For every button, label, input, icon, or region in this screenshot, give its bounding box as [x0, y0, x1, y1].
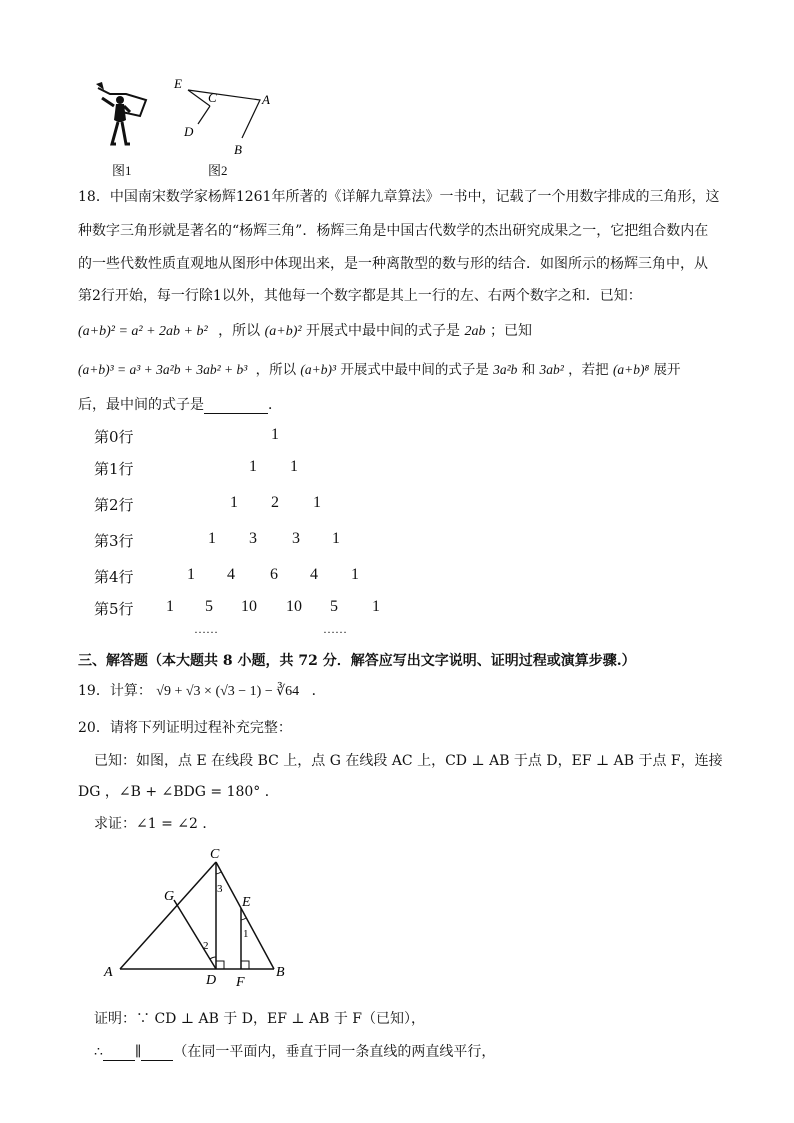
- q19-expression: √9 + √3 × (√3 − 1) − ∛64: [156, 684, 300, 699]
- formula-text: ；已知: [489, 323, 532, 339]
- parallel-symbol: ∥: [134, 1044, 142, 1060]
- triangle-number: 5: [205, 598, 213, 615]
- fig-angle-2: 2: [203, 940, 209, 952]
- formula-text: ，所以: [218, 323, 261, 339]
- answer-prompt: 后，最中间的式子是: [78, 397, 204, 413]
- fig2-label-D: D: [184, 124, 194, 139]
- q18-formula-line-2: [78, 358, 748, 378]
- q20-proof-1: 证明：∵ CD ⊥ AB 于 D，EF ⊥ AB 于 F（已知），: [94, 1011, 425, 1027]
- q20-proof-2: [94, 1041, 764, 1061]
- therefore-symbol: ∴: [94, 1044, 103, 1060]
- q20-prove: 求证：∠1 = ∠2 ．: [94, 816, 217, 832]
- triangle-row-label: 第4行: [94, 568, 134, 586]
- triangle-number: 1: [313, 494, 321, 511]
- formula-text: 开展式中最中间的式子是: [306, 323, 461, 339]
- triangle-ellipsis-right: ……: [323, 622, 347, 636]
- geometry-figure: [100, 844, 300, 990]
- triangle-row-label: 第5行: [94, 600, 134, 618]
- triangle-number: 1: [271, 426, 279, 443]
- formula-square: (a+b)² = a² + 2ab + b²: [78, 324, 208, 339]
- triangle-number: 1: [372, 598, 380, 615]
- triangle-number: 1: [290, 458, 298, 475]
- figure-2: [172, 76, 282, 160]
- formula-text: 展开: [653, 362, 681, 378]
- fig-label-E: E: [242, 895, 251, 910]
- fig-angle-1: 1: [243, 928, 249, 940]
- figure-1: [92, 76, 152, 160]
- q19-period: ．: [311, 683, 326, 699]
- fig-label-A: A: [104, 965, 113, 980]
- formula-text: ，若把: [568, 362, 609, 378]
- proof-blank-1[interactable]: [103, 1046, 135, 1061]
- triangle-ellipsis-left: ……: [194, 622, 218, 636]
- formula-text: 和: [521, 362, 536, 378]
- triangle-number: 10: [286, 598, 302, 615]
- q18-line-3: 的一些代数性质直观地从图形中体现出来，是一种离散型的数与形的结合．如图所示的杨辉三角中，从: [78, 256, 708, 272]
- q19-label: 19．计算：: [78, 683, 152, 699]
- triangle-number: 4: [227, 566, 235, 583]
- q19: [78, 680, 748, 700]
- formula-3a2b: 3a²b: [493, 362, 518, 377]
- fig2-label-B: B: [234, 142, 242, 157]
- q18-line-4: 第2行开始，每一行除1以外，其他每一个数字都是其上一行的左、右两个数字之和．已知：: [78, 288, 642, 304]
- q18-formula-line-1: [78, 320, 748, 340]
- fig-label-G: G: [164, 889, 175, 904]
- triangle-number: 6: [270, 566, 278, 583]
- figure-2-caption: 图2: [208, 163, 228, 178]
- figure-1-caption: 图1: [112, 163, 132, 178]
- answer-blank[interactable]: [204, 399, 268, 414]
- q20-known-2: DG ，∠B + ∠BDG = 180° ．: [78, 784, 279, 800]
- formula-square-b: (a+b)²: [264, 324, 302, 339]
- triangle-number: 1: [351, 566, 359, 583]
- triangle-number: 2: [271, 494, 279, 511]
- proof-blank-2[interactable]: [141, 1046, 173, 1061]
- triangle-number: 3: [292, 530, 300, 547]
- formula-cube: (a+b)³ = a³ + 3a²b + 3ab² + b³: [78, 362, 248, 377]
- q20-known-1: 已知：如图，点 E 在线段 BC 上，点 G 在线段 AC 上，CD ⊥ AB 于点 D，EF ⊥ AB 于点 F，连接: [94, 753, 723, 769]
- section-3-title: 三、解答题（本大题共 8 小题，共 72 分．解答应写出文字说明、证明过程或演算步骤.）: [78, 653, 636, 669]
- proof-reason: （在同一平面内，垂直于同一条直线的两直线平行，: [173, 1044, 496, 1060]
- triangle-row-label: 第1行: [94, 460, 134, 478]
- fig2-label-A: A: [262, 92, 270, 107]
- formula-2ab: 2ab: [464, 324, 486, 339]
- q20-label: 20．请将下列证明过程补充完整：: [78, 720, 292, 736]
- triangle-number: 1: [230, 494, 238, 511]
- triangle-row-label: 第0行: [94, 428, 134, 446]
- fig2-label-C: C: [208, 90, 217, 105]
- q18-answer-line: [78, 394, 748, 414]
- triangle-number: 1: [166, 598, 174, 615]
- formula-text: ，所以: [255, 362, 297, 378]
- triangle-number: 4: [310, 566, 318, 583]
- q18-line-2: 种数字三角形就是著名的“杨辉三角”．杨辉三角是中国古代数学的杰出研究成果之一，它把组合数内在: [78, 223, 709, 239]
- fig-angle-3: 3: [217, 883, 223, 895]
- triangle-number: 1: [208, 530, 216, 547]
- q18-line-1: 18．中国南宋数学家杨辉1261年所著的《详解九章算法》一书中，记载了一个用数字排成的三角形，这: [78, 189, 720, 205]
- triangle-number: 3: [249, 530, 257, 547]
- triangle-row-label: 第2行: [94, 496, 134, 514]
- triangle-row-label: 第3行: [94, 532, 134, 550]
- fig-label-C: C: [210, 847, 220, 862]
- fig-label-F: F: [236, 975, 245, 990]
- formula-text: 开展式中最中间的式子是: [340, 362, 489, 378]
- triangle-number: 1: [187, 566, 195, 583]
- formula-eighth: (a+b)⁸: [612, 362, 650, 377]
- triangle-number: 10: [241, 598, 257, 615]
- fig2-label-E: E: [174, 76, 182, 91]
- formula-cube-b: (a+b)³: [300, 362, 337, 377]
- triangle-number: 5: [330, 598, 338, 615]
- answer-period: ．: [268, 397, 282, 413]
- formula-3ab2: 3ab²: [539, 362, 564, 377]
- fig-label-B: B: [276, 965, 285, 980]
- triangle-number: 1: [249, 458, 257, 475]
- fig-label-D: D: [206, 973, 217, 988]
- triangle-number: 1: [332, 530, 340, 547]
